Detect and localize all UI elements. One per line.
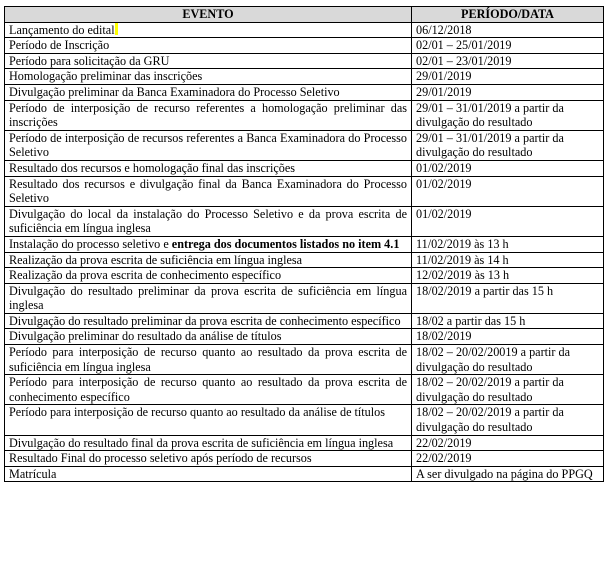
data-cell: 29/01 – 31/01/2019 a partir da divulgação do resultado	[412, 100, 604, 130]
data-cell: 06/12/2018	[412, 22, 604, 38]
data-cell: 02/01 – 23/01/2019	[412, 53, 604, 69]
table-row	[5, 130, 604, 160]
schedule-table	[4, 6, 604, 482]
table-row	[5, 405, 604, 435]
header-periodo-data: PERÍODO/DATA	[412, 7, 604, 23]
table-row	[5, 176, 604, 206]
table-row	[5, 466, 604, 482]
evento-cell: Período para interposição de recurso quanto ao resultado da prova escrita de suficiência em língua inglesa	[5, 345, 412, 375]
data-cell: 11/02/2019 às 14 h	[412, 252, 604, 268]
data-cell: 18/02/2019 a partir das 15 h	[412, 283, 604, 313]
table-row	[5, 345, 604, 375]
evento-cell: Divulgação preliminar do resultado da análise de títulos	[5, 329, 412, 345]
schedule-table-container	[4, 6, 603, 482]
table-header-row	[5, 7, 604, 23]
evento-cell: Resultado dos recursos e homologação final das inscrições	[5, 160, 412, 176]
evento-text: Lançamento do edital	[9, 22, 115, 37]
evento-cell: Homologação preliminar das inscrições	[5, 69, 412, 85]
evento-cell: Realização da prova escrita de suficiência em língua inglesa	[5, 252, 412, 268]
data-cell: 29/01 – 31/01/2019 a partir da divulgação do resultado	[412, 130, 604, 160]
table-row	[5, 283, 604, 313]
data-cell: 01/02/2019	[412, 206, 604, 236]
table-row	[5, 84, 604, 100]
evento-text: Instalação do processo seletivo e	[9, 236, 172, 251]
header-evento: EVENTO	[5, 7, 412, 23]
table-row	[5, 100, 604, 130]
evento-cell: Divulgação do resultado preliminar da prova escrita de suficiência em língua inglesa	[5, 283, 412, 313]
table-row	[5, 435, 604, 451]
evento-cell: Resultado Final do processo seletivo após período de recursos	[5, 451, 412, 467]
data-cell: 18/02 – 20/02/2019 a partir da divulgação do resultado	[412, 375, 604, 405]
data-cell: 18/02 – 20/02/2019 a partir da divulgação do resultado	[412, 405, 604, 435]
evento-cell: Período para solicitação da GRU	[5, 53, 412, 69]
data-cell: A ser divulgado na página do PPGQ	[412, 466, 604, 482]
table-row	[5, 236, 604, 252]
table-row	[5, 160, 604, 176]
evento-cell: Realização da prova escrita de conhecimento específico	[5, 268, 412, 284]
table-row	[5, 268, 604, 284]
data-cell: 01/02/2019	[412, 176, 604, 206]
table-row	[5, 206, 604, 236]
table-row	[5, 375, 604, 405]
evento-cell: Divulgação do resultado final da prova escrita de suficiência em língua inglesa	[5, 435, 412, 451]
evento-cell: Resultado dos recursos e divulgação final da Banca Examinadora do Processo Seletivo	[5, 176, 412, 206]
data-cell: 29/01/2019	[412, 84, 604, 100]
evento-cell: Período para interposição de recurso quanto ao resultado da análise de títulos	[5, 405, 412, 435]
evento-cell: Divulgação preliminar da Banca Examinadora do Processo Seletivo	[5, 84, 412, 100]
table-row	[5, 22, 604, 38]
table-row	[5, 451, 604, 467]
evento-cell: Período de Inscrição	[5, 38, 412, 54]
table-row	[5, 252, 604, 268]
data-cell: 18/02/2019	[412, 329, 604, 345]
evento-cell	[5, 22, 412, 38]
table-row	[5, 69, 604, 85]
data-cell: 11/02/2019 às 13 h	[412, 236, 604, 252]
evento-cell: Divulgação do local da instalação do Processo Seletivo e da prova escrita de suficiência em língua inglesa	[5, 206, 412, 236]
evento-cell: Matrícula	[5, 466, 412, 482]
data-cell: 18/02 – 20/02/20019 a partir da divulgação do resultado	[412, 345, 604, 375]
evento-cell: Período de interposição de recurso referentes a homologação preliminar das inscrições	[5, 100, 412, 130]
data-cell: 12/02/2019 às 13 h	[412, 268, 604, 284]
data-cell: 22/02/2019	[412, 435, 604, 451]
evento-bold-text: entrega dos documentos listados no item 4.1	[171, 236, 400, 251]
table-row	[5, 38, 604, 54]
evento-cell: Divulgação do resultado preliminar da prova escrita de conhecimento específico	[5, 313, 412, 329]
data-cell: 01/02/2019	[412, 160, 604, 176]
table-row	[5, 53, 604, 69]
table-row	[5, 329, 604, 345]
data-cell: 22/02/2019	[412, 451, 604, 467]
data-cell: 18/02 a partir das 15 h	[412, 313, 604, 329]
data-cell: 02/01 – 25/01/2019	[412, 38, 604, 54]
evento-cell	[5, 236, 412, 252]
data-cell: 29/01/2019	[412, 69, 604, 85]
evento-cell: Período de interposição de recursos referentes a Banca Examinadora do Processo Seletivo	[5, 130, 412, 160]
evento-cell: Período para interposição de recurso quanto ao resultado da prova escrita de conhecimento específico	[5, 375, 412, 405]
table-row	[5, 313, 604, 329]
text-highlight-mark	[115, 23, 118, 35]
